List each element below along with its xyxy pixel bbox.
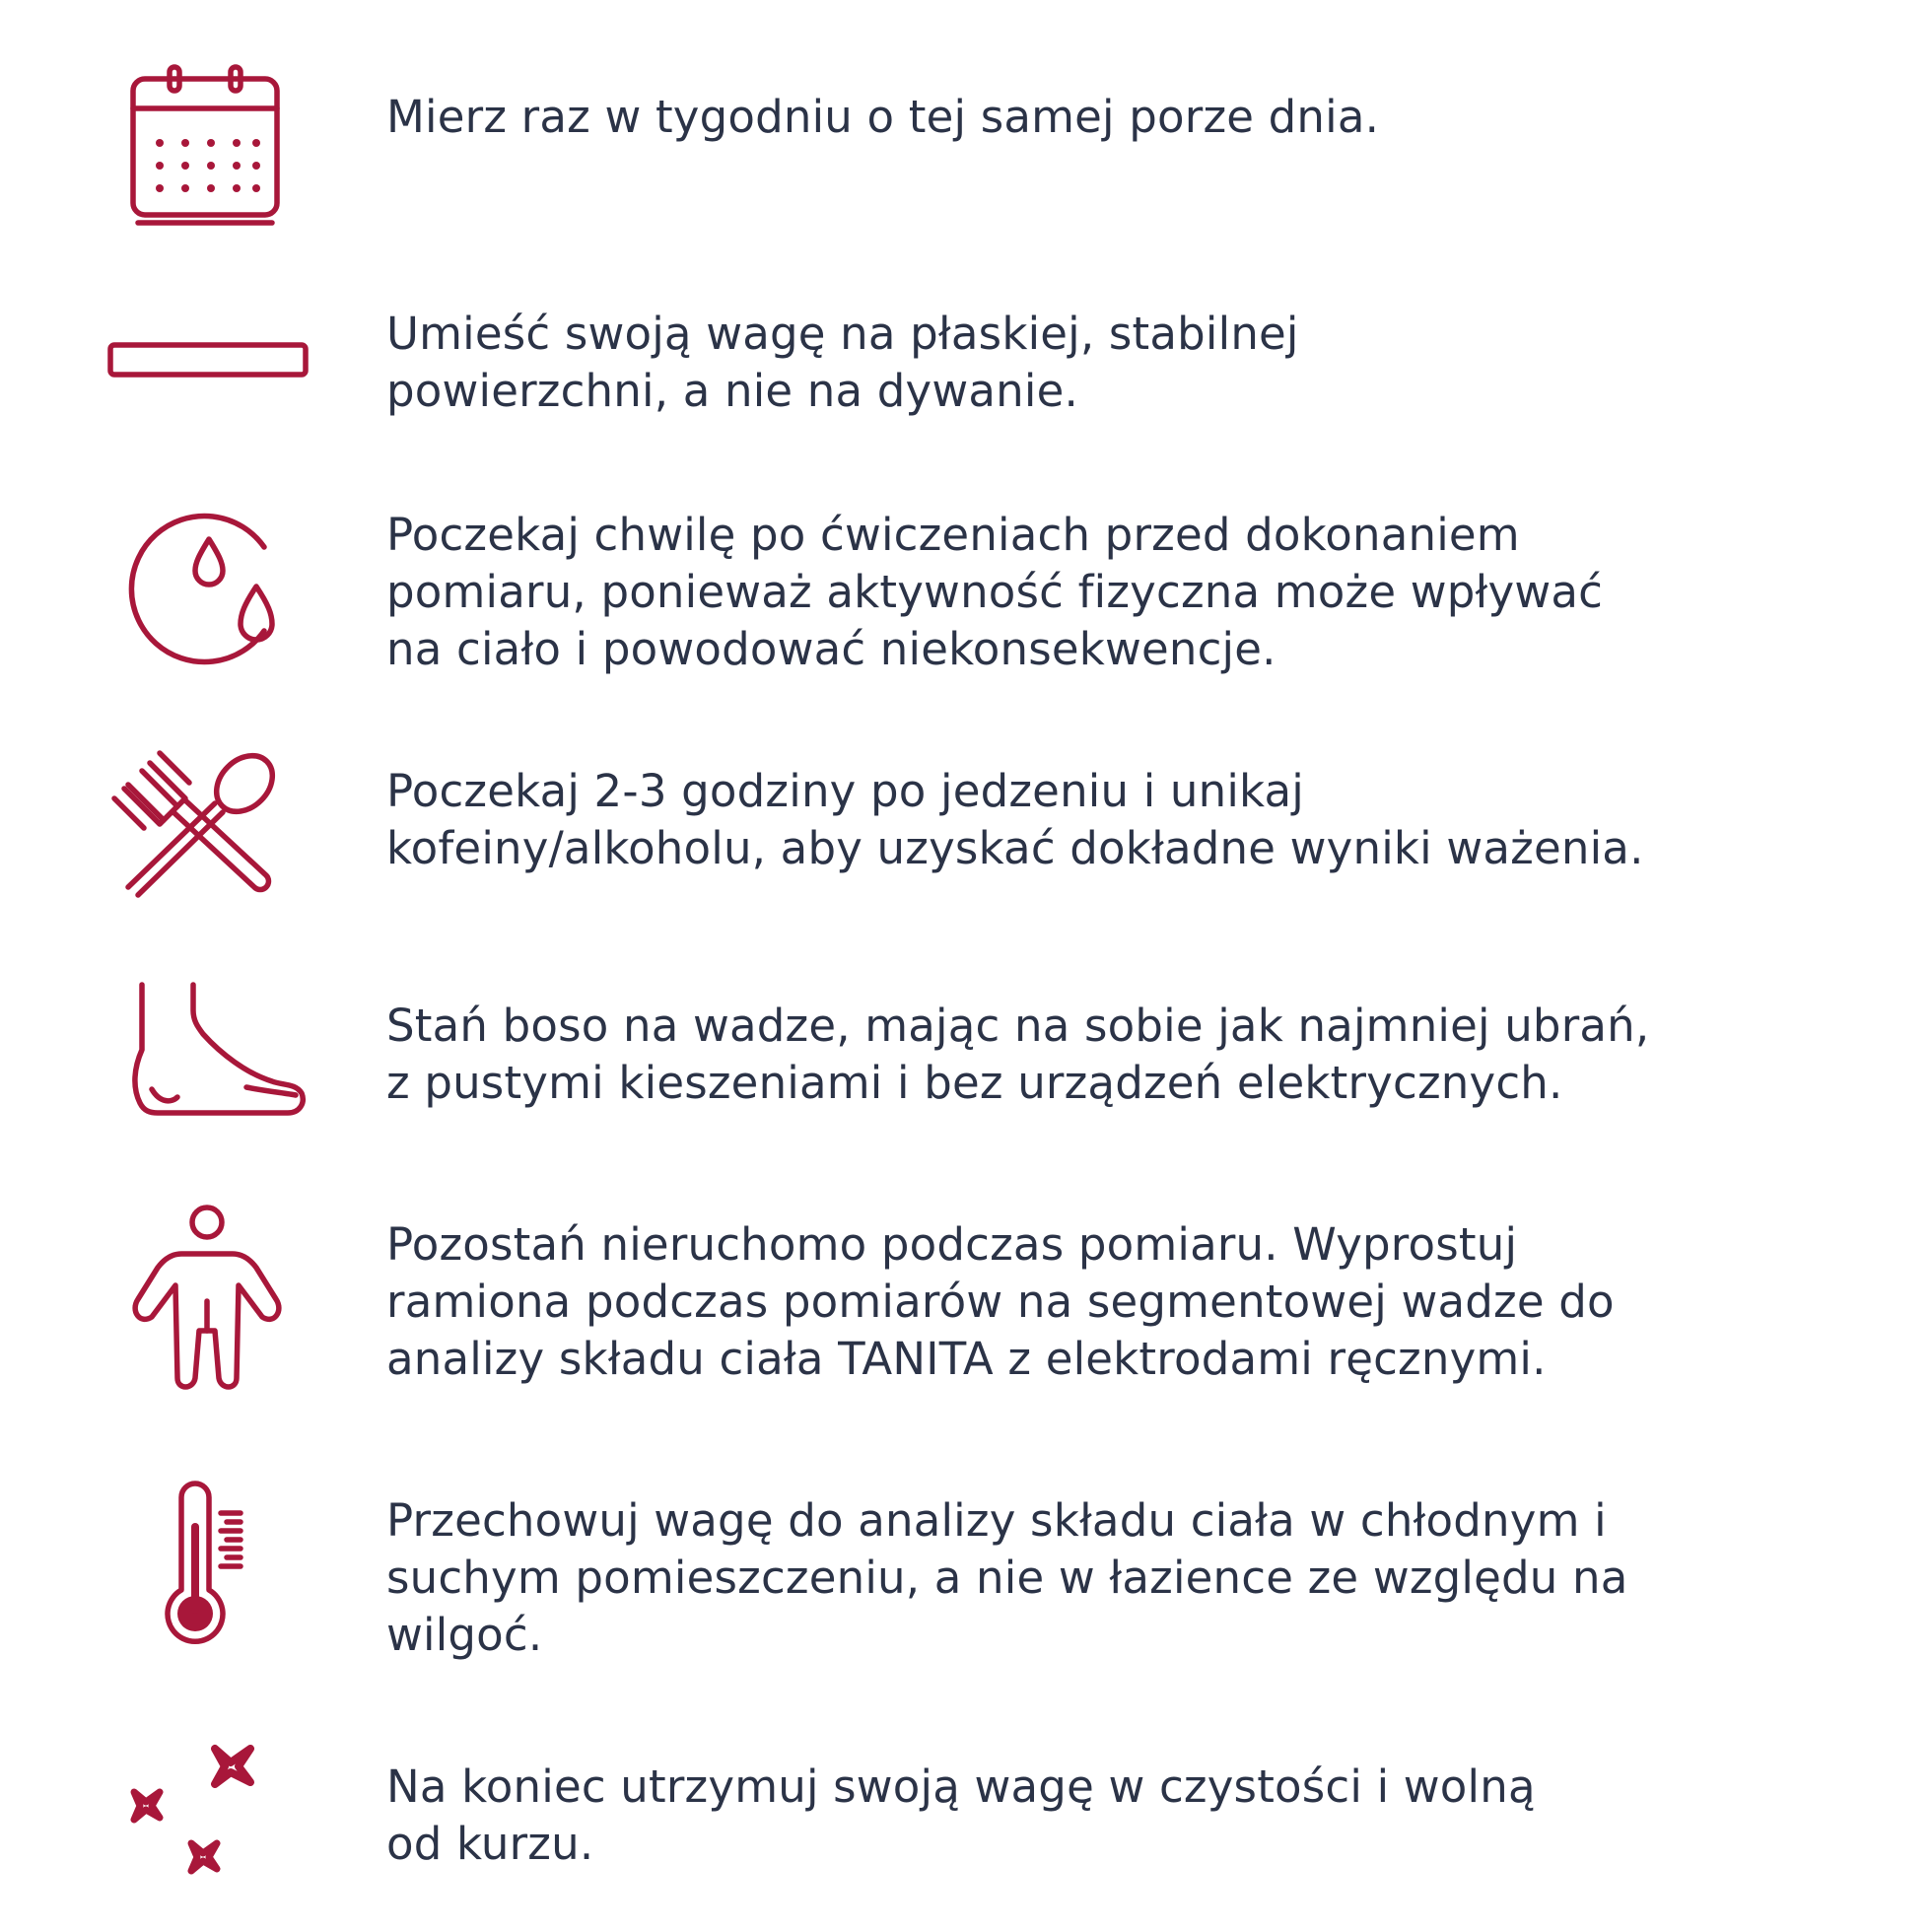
tip-text: Przechowuj wagę do analizy składu ciała w chłodnym i suchym pomieszczeniu, a nie w łazience ze względu na wilgoć. [386, 1494, 1628, 1661]
tip-text: Pozostań nieruchomo podczas pomiaru. Wyprostuj ramiona podczas pomiarów na segmentowej wadze do analizy składu ciała TANITA z elektrodami ręcznymi. [386, 1218, 1615, 1385]
standing-person-icon [99, 1203, 315, 1400]
sweat-drops-icon [99, 508, 315, 665]
fork-spoon-icon [99, 749, 315, 897]
tip-text: Mierz raz w tygodniu o tej samej porze dnia. [386, 91, 1380, 143]
flat-surface-icon [99, 335, 315, 384]
thermometer-icon [99, 1484, 315, 1651]
tip-text: Na koniec utrzymuj swoją wagę w czystości i wolną od kurzu. [386, 1760, 1536, 1870]
tip-text: Poczekaj 2-3 godziny po jedzeniu i unikaj kofeiny/alkoholu, aby uzyskać dokładne wyniki ważenia. [386, 765, 1644, 874]
bare-foot-icon [99, 981, 315, 1119]
calendar-icon [99, 59, 315, 237]
tip-text: Umieść swoją wagę na płaskiej, stabilnej powierzchni, a nie na dywanie. [386, 308, 1299, 417]
sparkle-clean-icon [99, 1735, 315, 1893]
tip-text: Stań boso na wadze, mając na sobie jak najmniej ubrań, z pustymi kieszeniami i bez urządzeń elektrycznych. [386, 1000, 1650, 1109]
tip-text: Poczekaj chwilę po ćwiczeniach przed dokonaniem pomiaru, ponieważ aktywność fizyczna może wpływać na ciało i powodować niekonsekwencje. [386, 509, 1604, 675]
